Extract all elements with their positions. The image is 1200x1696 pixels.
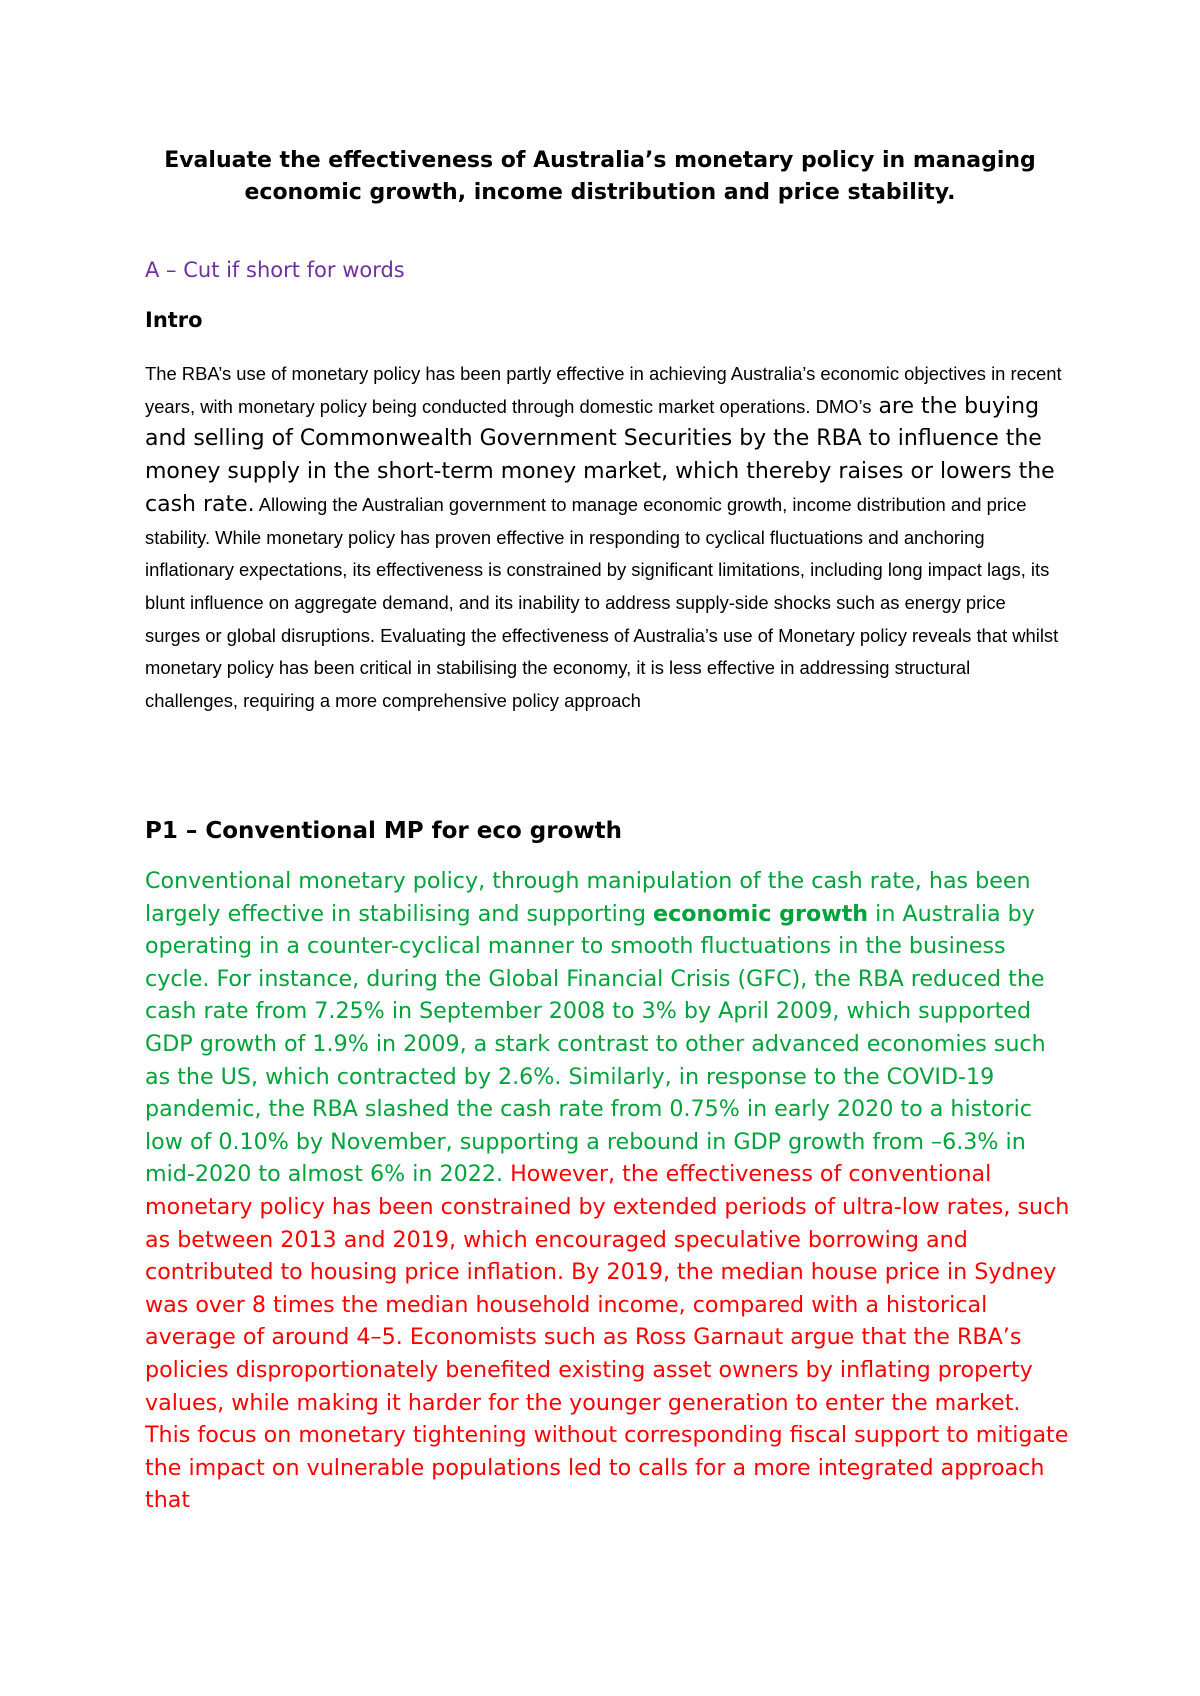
p1-green-text-2: in Australia by operating in a counter-cyclical manner to smooth fluctuations in the business cycle. For instance, during the Global Financial Crisis (GFC), the RBA reduced the cash rate from 7.25% in September 2008 to 3% by April 2009, which supported GDP growth of 1.9% in 2009, a stark contrast to other advanced economies such as the US, which contracted by 2.6%. Similarly, in response to the COVID-19 pandemic, the RBA slashed the cash rate from 0.75% in early 2020 to a historic low of 0.10% by November, supporting a rebound in GDP growth from –6.3% in mid-2020 to almost 6% in 2022. — [145, 900, 1046, 1188]
p1-red-text: However, the effectiveness of conventional monetary policy has been constrained by extended periods of ultra-low rates, such as between 2013 and 2019, which encouraged speculative borrowing and contributed to housing price inflation. By 2019, the median house price in Sydney was over 8 times the median household income, compared with a historical average of around 4–5. Economists such as Ross Garnaut argue that the RBA’s policies disproportionately benefited existing asset owners by inflating property values, while making it harder for the younger generation to enter the market. This focus on monetary tightening without corresponding fiscal support to mitigate the impact on vulnerable populations led to calls for a more integrated approach that — [145, 1161, 1070, 1514]
intro-text-part3: Allowing the Australian government to manage economic growth, income distribution and price stability. While monetary policy has proven effective in responding to cyclical fluctuations and anchoring inflationary expectations, its effectiveness is constrained by significant limitations, including long impact lags, its blunt influence on aggregate demand, and its inability to address supply-side shocks such as energy price surges or global disruptions. Evaluating the effectiveness of Australia’s use of Monetary policy reveals that whilst monetary policy has been critical in stabilising the economy, it is less effective in addressing structural challenges, requiring a more comprehensive policy approach — [145, 493, 1059, 712]
p1-green-text-1: Conventional monetary policy, through manipulation of the cash rate, has been largely effective in stabilising and supporting — [145, 868, 1031, 927]
p1-heading: P1 – Conventional MP for eco growth — [145, 818, 623, 844]
intro-dmo-definition: are the buying and selling of Commonwealth Government Securities by the RBA to influence the money supply in the short-term money market, which thereby raises or lowers the cash rate. — [145, 393, 1055, 517]
editor-note: A – Cut if short for words — [145, 258, 405, 282]
intro-paragraph — [145, 358, 1065, 718]
essay-title: Evaluate the effectiveness of Australia’s monetary policy in managing economic growth, income distribution and price stability. — [164, 148, 1036, 205]
p1-green-bold: economic growth — [653, 900, 869, 927]
intro-text-part1: The RBA’s use of monetary policy has been partly effective in achieving Australia’s economic objectives in recent years, with monetary policy being conducted through domestic market operations. DMO’s — [145, 363, 1062, 417]
p1-paragraph — [145, 865, 1070, 1517]
intro-heading: Intro — [145, 308, 203, 332]
